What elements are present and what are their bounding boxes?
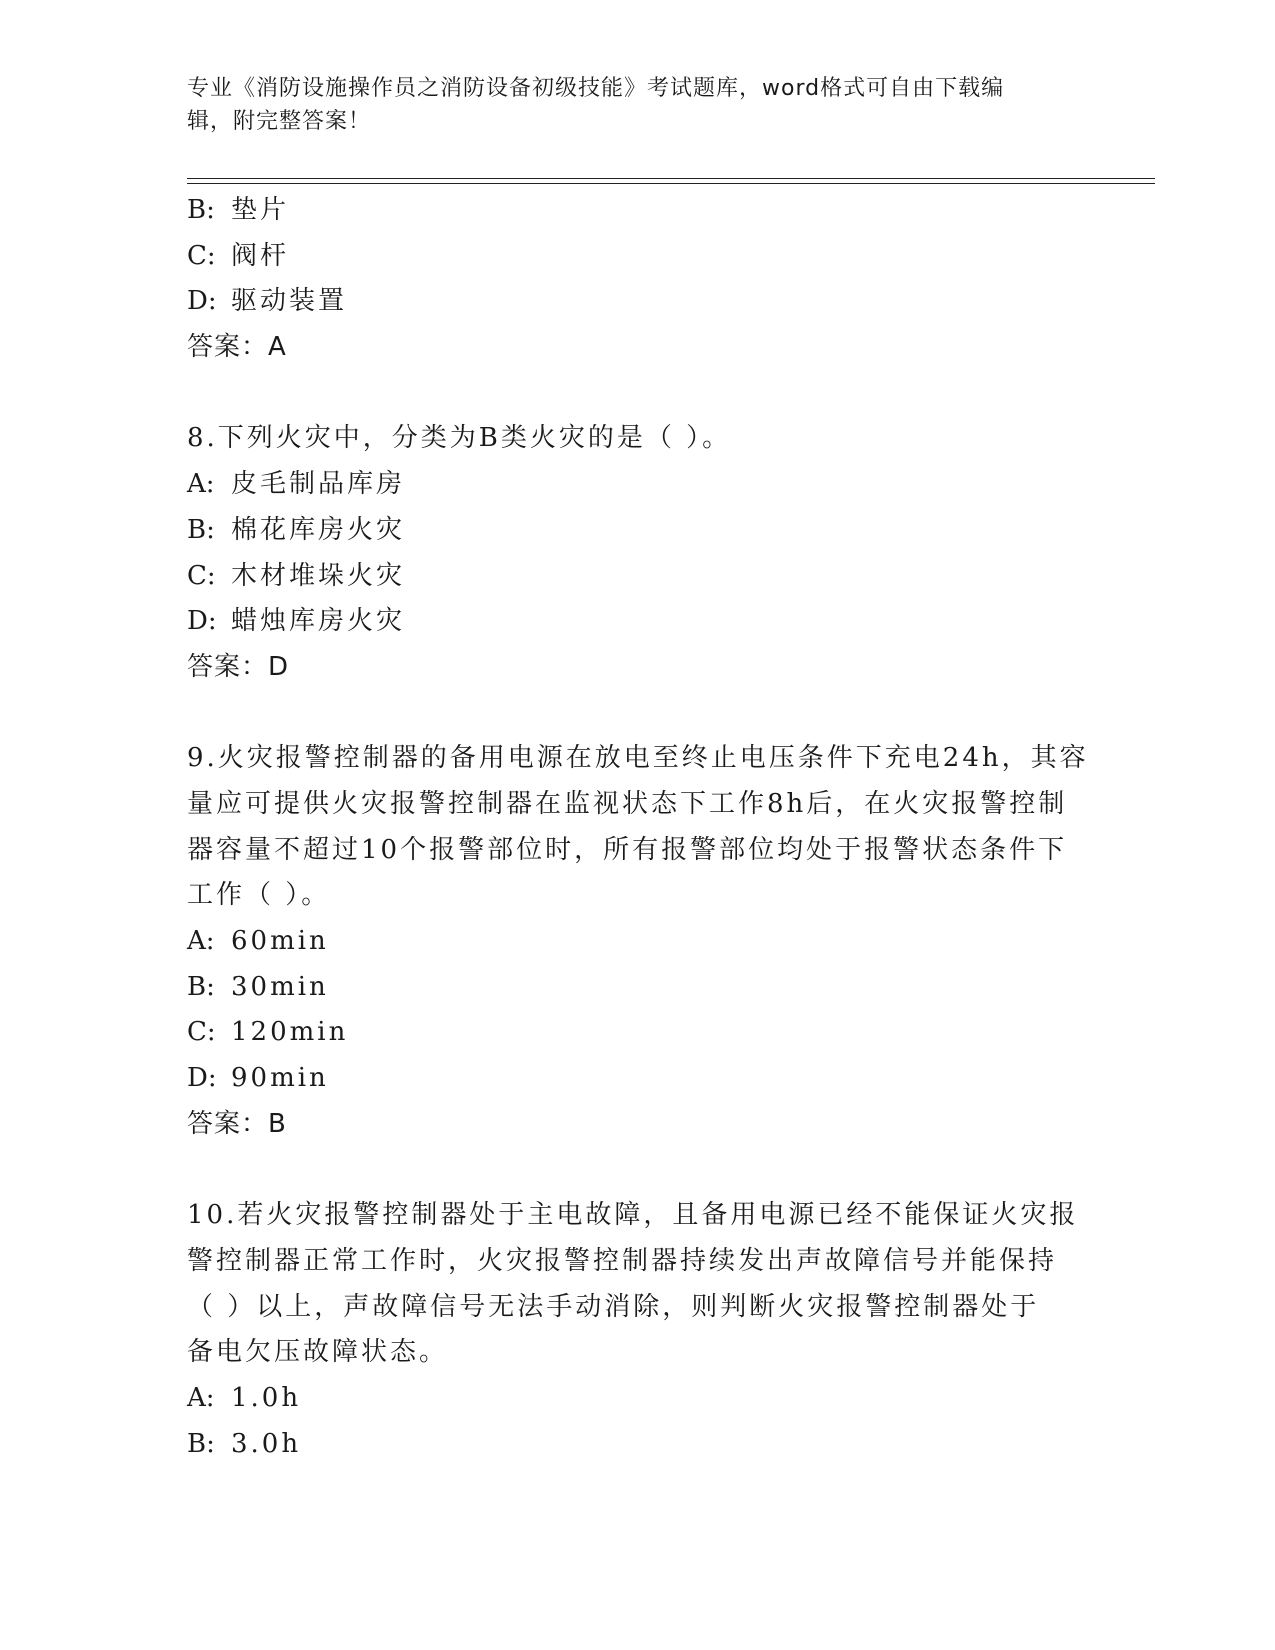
question-stem-line: 10.若火灾报警控制器处于主电故障，且备用电源已经不能保证火灾报 xyxy=(187,1200,1079,1231)
spacer xyxy=(187,1147,1087,1193)
option-d xyxy=(187,279,1087,325)
option-text: 木材堆垛火灾 xyxy=(231,560,406,591)
option-a xyxy=(187,919,1087,965)
option-letter: D: xyxy=(187,1063,217,1094)
option-letter: C: xyxy=(187,560,216,591)
question-10 xyxy=(187,1193,1087,1467)
spacer xyxy=(187,371,1087,417)
spacer xyxy=(187,691,1087,737)
option-letter: B: xyxy=(187,195,215,225)
answer-line: 答案：D xyxy=(187,651,290,682)
question-stem-line: 警控制器正常工作时，火灾报警控制器持续发出声故障信号并能保持 xyxy=(187,1245,1058,1276)
option-letter: C: xyxy=(187,240,216,271)
option-letter: D: xyxy=(187,286,217,317)
option-text: 30min xyxy=(231,971,329,1002)
option-b xyxy=(187,508,1087,554)
option-text: 90min xyxy=(231,1063,329,1094)
option-letter: B: xyxy=(187,1428,215,1459)
answer-line: 答案：B xyxy=(187,1108,287,1139)
question-stem-line: 工作（ ）。 xyxy=(187,880,331,911)
option-text: 垫片 xyxy=(231,195,290,225)
question-7 xyxy=(187,188,1087,371)
option-text: 3.0h xyxy=(231,1428,302,1459)
option-d xyxy=(187,1056,1087,1102)
option-b xyxy=(187,188,1087,234)
option-letter: B: xyxy=(187,514,215,545)
option-text: 蜡烛库房火灾 xyxy=(231,606,406,637)
option-text: 棉花库房火灾 xyxy=(231,514,406,545)
question-stem-line: 备电欠压故障状态。 xyxy=(187,1337,449,1368)
header-divider-top xyxy=(187,178,1155,179)
option-letter: C: xyxy=(187,1017,216,1048)
question-9 xyxy=(187,736,1087,1147)
question-stem-line: （ ）以上，声故障信号无法手动消除，则判断火灾报警控制器处于 xyxy=(187,1291,1040,1322)
header-line-2: 辑，附完整答案！ xyxy=(187,109,372,134)
option-text: 皮毛制品库房 xyxy=(231,469,406,500)
answer-line: 答案：A xyxy=(187,332,287,363)
option-letter: B: xyxy=(187,971,215,1002)
option-text: 60min xyxy=(231,926,329,956)
option-text: 阀杆 xyxy=(231,240,290,271)
page-header xyxy=(187,72,1077,138)
option-text: 驱动装置 xyxy=(231,286,348,317)
option-b xyxy=(187,965,1087,1011)
option-letter: A: xyxy=(187,926,215,956)
option-text: 120min xyxy=(231,1017,349,1048)
option-text: 1.0h xyxy=(231,1382,302,1413)
question-8 xyxy=(187,416,1087,690)
option-letter: A: xyxy=(187,1382,215,1413)
option-a xyxy=(187,1376,1087,1422)
question-stem-line: 量应可提供火灾报警控制器在监视状态下工作8h后，在火灾报警控制 xyxy=(187,788,1068,819)
question-stem-line: 器容量不超过10个报警部位时，所有报警部位均处于报警状态条件下 xyxy=(187,834,1068,865)
header-divider-bottom xyxy=(187,183,1155,184)
option-d xyxy=(187,599,1087,645)
option-c xyxy=(187,1010,1087,1056)
option-a xyxy=(187,462,1087,508)
option-letter: A: xyxy=(187,469,215,500)
document-body xyxy=(187,188,1087,1467)
header-line-1: 专业《消防设施操作员之消防设备初级技能》考试题库，word格式可自由下载编 xyxy=(187,76,1005,101)
question-stem-line: 9.火灾报警控制器的备用电源在放电至终止电压条件下充电24h，其容 xyxy=(187,743,1089,774)
option-b xyxy=(187,1422,1087,1468)
option-c xyxy=(187,554,1087,600)
question-stem: 8.下列火灾中，分类为B类火灾的是（ ）。 xyxy=(187,423,732,454)
option-c xyxy=(187,234,1087,280)
option-letter: D: xyxy=(187,606,217,637)
